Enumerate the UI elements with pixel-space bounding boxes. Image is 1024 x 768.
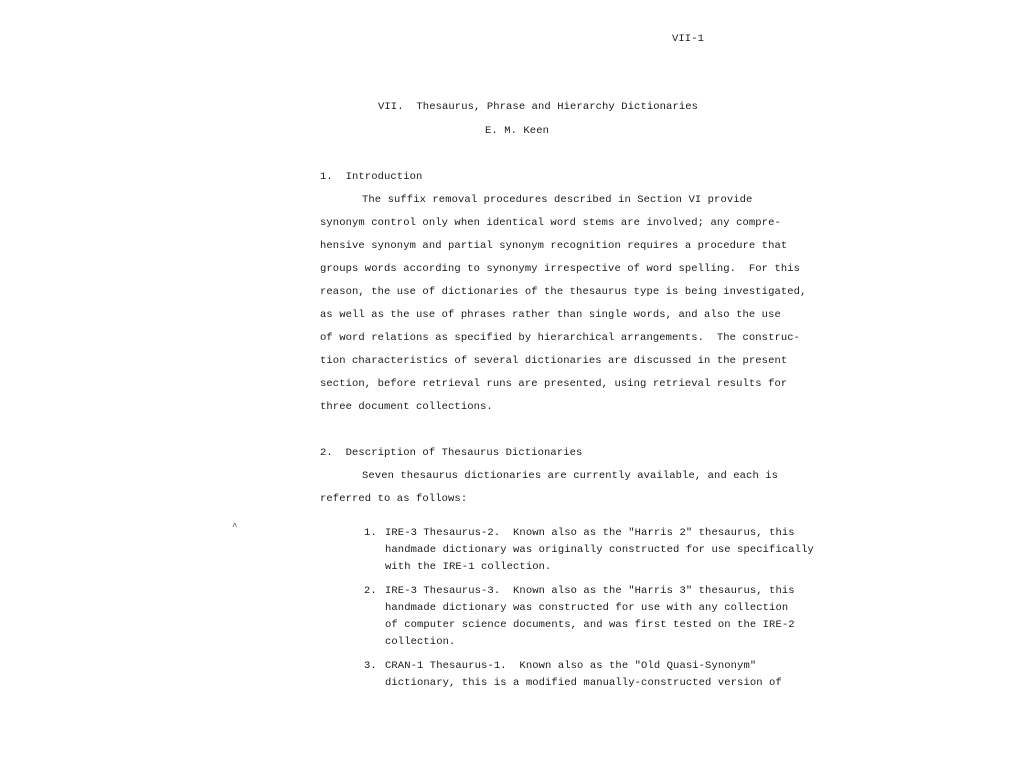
section-2-heading: 2. Description of Thesaurus Dictionaries <box>320 447 583 459</box>
paragraph-line: of word relations as specified by hierarchical arrangements. The construc- <box>320 332 801 344</box>
paragraph-line: referred to as follows: <box>320 493 468 505</box>
list-item-number: 3. <box>364 660 377 672</box>
paragraph-line: reason, the use of dictionaries of the thesaurus type is being investigated, <box>320 286 807 298</box>
list-item-line: handmade dictionary was constructed for use with any collection <box>385 602 789 614</box>
paragraph-line: three document collections. <box>320 401 493 413</box>
list-item-number: 2. <box>364 585 377 597</box>
list-item-line: IRE-3 Thesaurus-2. Known also as the "Harris 2" thesaurus, this <box>385 527 795 539</box>
list-item-line: CRAN-1 Thesaurus-1. Known also as the "Old Quasi-Synonym" <box>385 660 757 672</box>
paragraph-line: hensive synonym and partial synonym recognition requires a procedure that <box>320 240 788 252</box>
list-item-line: handmade dictionary was originally constructed for use specifically <box>385 544 814 556</box>
section-1-heading: 1. Introduction <box>320 171 423 183</box>
paragraph-line: section, before retrieval runs are presented, using retrieval results for <box>320 378 788 390</box>
paragraph-line: tion characteristics of several dictionaries are discussed in the present <box>320 355 788 367</box>
list-item-number: 1. <box>364 527 377 539</box>
paragraph-line: groups words according to synonymy irrespective of word spelling. For this <box>320 263 801 275</box>
list-item-line: with the IRE-1 collection. <box>385 561 552 573</box>
list-item-line: of computer science documents, and was first tested on the IRE-2 <box>385 619 795 631</box>
paragraph-line: The suffix removal procedures described in Section VI provide <box>362 194 753 206</box>
page-number: VII-1 <box>672 33 705 45</box>
document-title: VII. Thesaurus, Phrase and Hierarchy Dictionaries <box>378 101 699 113</box>
list-item-line: collection. <box>385 636 456 648</box>
margin-mark: ^ <box>232 522 238 532</box>
paragraph-line: Seven thesaurus dictionaries are currently available, and each is <box>362 470 779 482</box>
list-item-line: IRE-3 Thesaurus-3. Known also as the "Harris 3" thesaurus, this <box>385 585 795 597</box>
list-item-line: dictionary, this is a modified manually-constructed version of <box>385 677 782 689</box>
author-name: E. M. Keen <box>485 125 550 137</box>
paragraph-line: as well as the use of phrases rather than single words, and also the use <box>320 309 781 321</box>
paragraph-line: synonym control only when identical word stems are involved; any compre- <box>320 217 781 229</box>
